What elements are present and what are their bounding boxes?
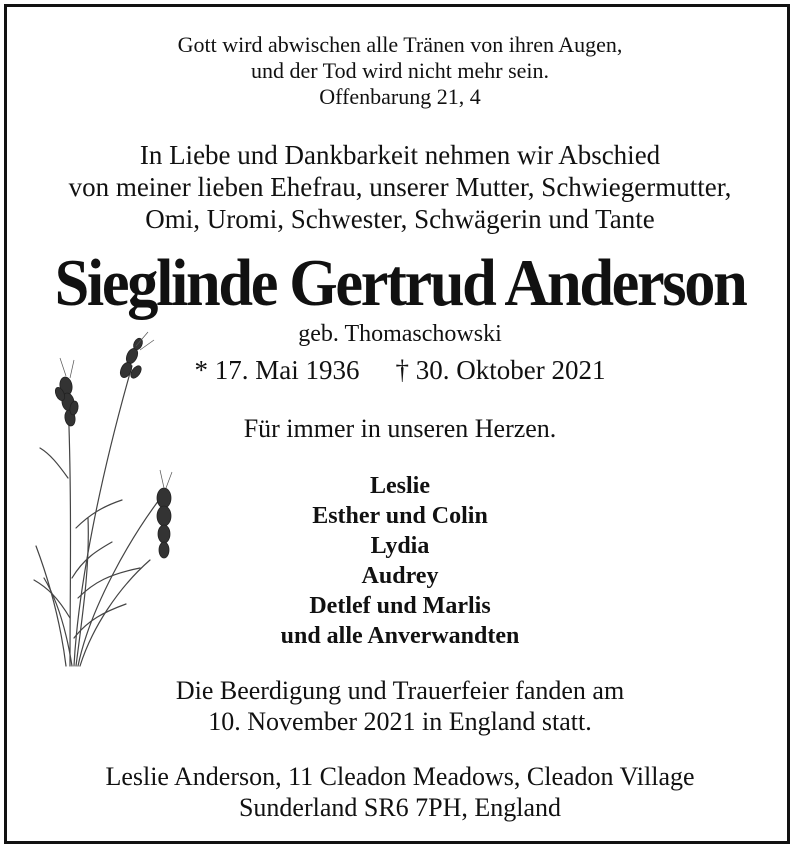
mourner-1: Leslie (370, 473, 430, 499)
wheat-ears-icon (30, 328, 200, 668)
birth-date: * 17. Mai 1936 (194, 355, 360, 385)
address-line-2: Sunderland SR6 7PH, England (238, 793, 562, 822)
intro-line-3: Omi, Uromi, Schwester, Schwägerin und Tante (145, 204, 655, 234)
mourner-3: Lydia (370, 533, 430, 559)
funeral-line-1: Die Beerdigung und Trauerfeier fanden am (175, 676, 625, 705)
verse-reference: Offenbarung 21, 4 (319, 84, 481, 109)
funeral-line-2: 10. November 2021 in England statt. (208, 707, 592, 736)
mourner-6: und alle Anverwandten (280, 623, 520, 649)
intro-line-1: In Liebe und Dankbarkeit nehmen wir Abschied (139, 140, 661, 170)
mourner-4: Audrey (361, 563, 439, 589)
birth-name: geb. Thomaschowski (298, 321, 502, 347)
motto: Für immer in unseren Herzen. (243, 414, 557, 443)
verse-line-2: und der Tod wird nicht mehr sein. (250, 58, 550, 83)
intro-line-2: von meiner lieben Ehefrau, unserer Mutter, Schwiegermutter, (68, 172, 732, 202)
death-date: † 30. Oktober 2021 (395, 355, 606, 385)
verse-line-1: Gott wird abwischen alle Tränen von ihren Augen, (177, 32, 623, 57)
address-line-1: Leslie Anderson, 11 Cleadon Meadows, Cleadon Village (105, 762, 695, 791)
mourner-5: Detlef und Marlis (309, 593, 491, 619)
mourner-2: Esther und Colin (312, 503, 488, 529)
deceased-name: Sieglinde Gertrud Anderson (54, 246, 746, 320)
